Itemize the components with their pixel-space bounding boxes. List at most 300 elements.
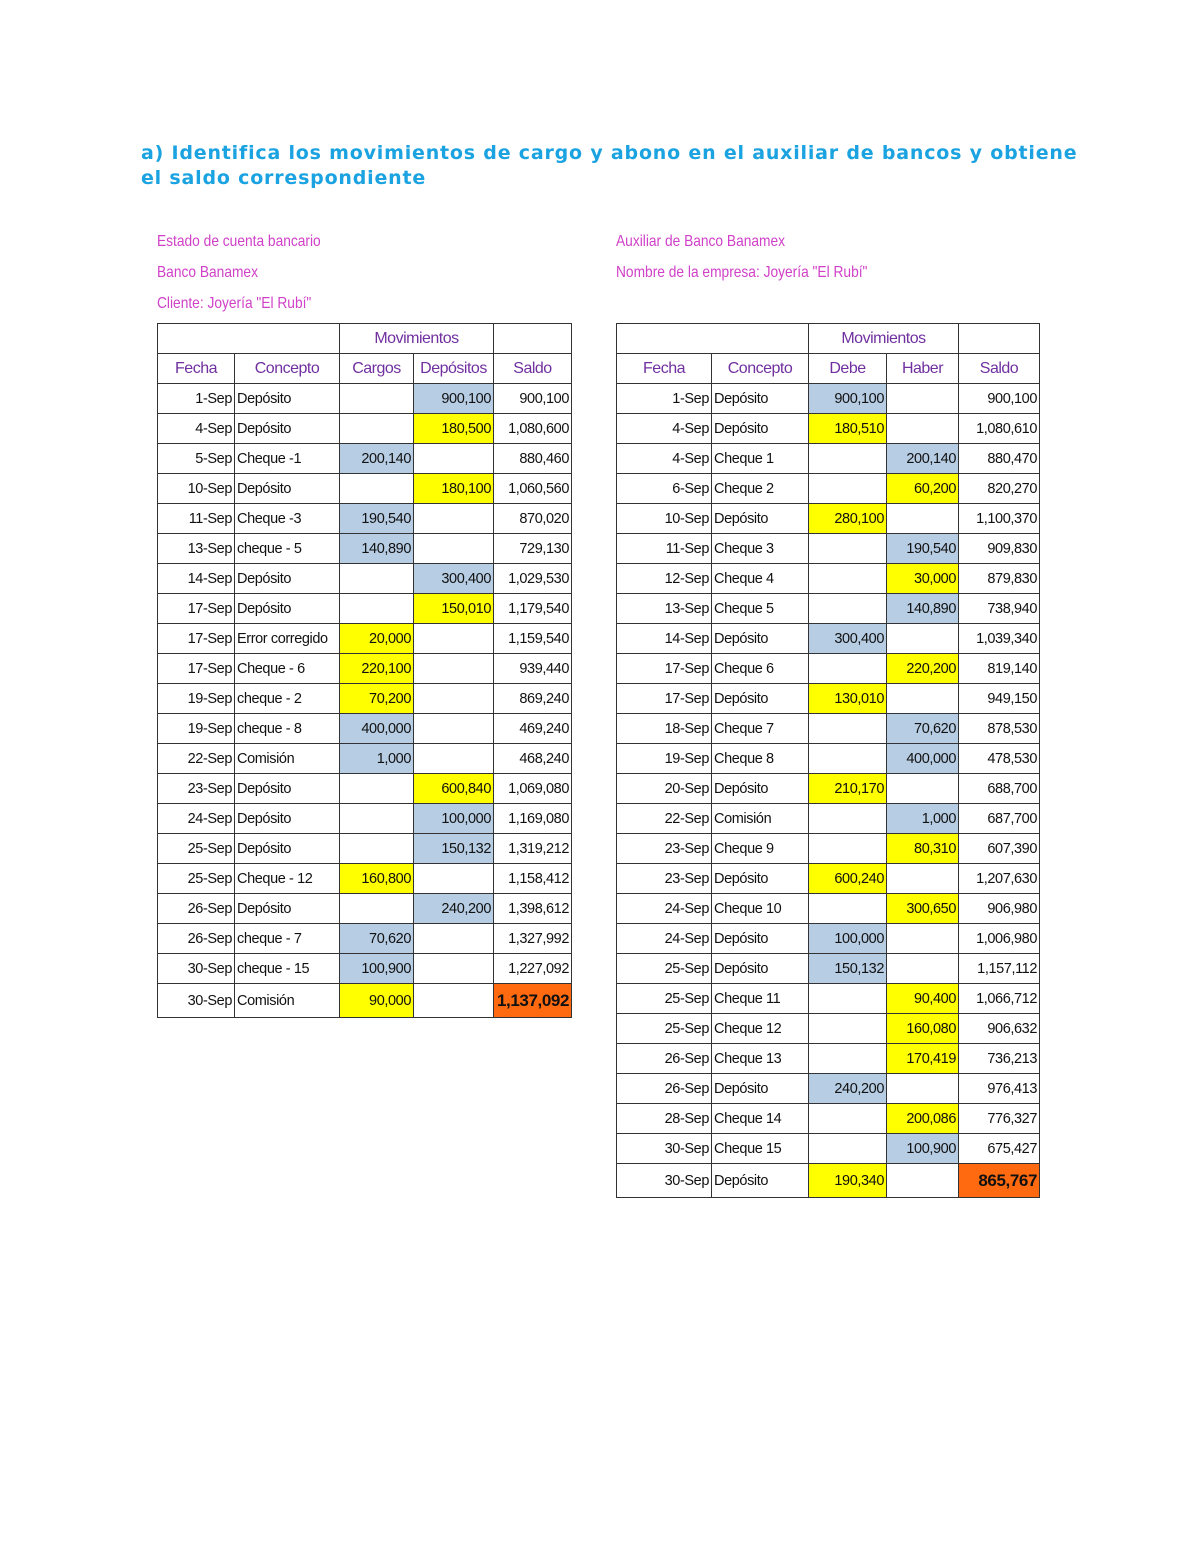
saldo-cell: 1,100,370: [959, 504, 1040, 534]
saldo-cell: 607,390: [959, 834, 1040, 864]
deposito-cell: 180,500: [414, 414, 494, 444]
deposito-cell: [414, 444, 494, 474]
concepto-cell: Depósito: [235, 834, 340, 864]
deposito-cell: [414, 714, 494, 744]
fecha-cell: 5-Sep: [158, 444, 235, 474]
fecha-cell: 28-Sep: [617, 1104, 712, 1134]
column-header-debe: Debe: [809, 354, 887, 384]
table-row: [158, 924, 572, 954]
deposito-cell: 180,100: [414, 474, 494, 504]
blank-header-cell: [617, 324, 809, 354]
column-header-saldo: Saldo: [959, 354, 1040, 384]
cargo-cell: 200,140: [340, 444, 414, 474]
haber-cell: 60,200: [887, 474, 959, 504]
cargo-cell: [340, 894, 414, 924]
fecha-cell: 22-Sep: [158, 744, 235, 774]
bank-statement-block: [157, 228, 572, 1018]
saldo-cell: 1,169,080: [494, 804, 572, 834]
fecha-cell: 23-Sep: [158, 774, 235, 804]
bank-ledger-captions: [616, 228, 1040, 290]
debe-cell: [809, 984, 887, 1014]
concepto-cell: Cheque 7: [712, 714, 809, 744]
saldo-cell: 1,327,992: [494, 924, 572, 954]
fecha-cell: 6-Sep: [617, 474, 712, 504]
fecha-cell: 24-Sep: [617, 894, 712, 924]
debe-cell: 130,010: [809, 684, 887, 714]
haber-cell: 70,620: [887, 714, 959, 744]
debe-cell: 180,510: [809, 414, 887, 444]
fecha-cell: 12-Sep: [617, 564, 712, 594]
saldo-cell: 906,632: [959, 1014, 1040, 1044]
table-row: [617, 654, 1040, 684]
saldo-cell: 736,213: [959, 1044, 1040, 1074]
saldo-cell: 1,039,340: [959, 624, 1040, 654]
concepto-cell: Depósito: [235, 804, 340, 834]
cargo-cell: [340, 594, 414, 624]
concepto-cell: Depósito: [235, 774, 340, 804]
debe-cell: [809, 1104, 887, 1134]
fecha-cell: 4-Sep: [617, 444, 712, 474]
concepto-cell: Cheque 1: [712, 444, 809, 474]
debe-cell: [809, 1134, 887, 1164]
debe-cell: 240,200: [809, 1074, 887, 1104]
deposito-cell: [414, 504, 494, 534]
cargo-cell: [340, 834, 414, 864]
concepto-cell: Cheque 10: [712, 894, 809, 924]
haber-cell: [887, 774, 959, 804]
concepto-cell: Comisión: [712, 804, 809, 834]
table-row: [158, 654, 572, 684]
debe-cell: [809, 744, 887, 774]
concepto-cell: cheque - 7: [235, 924, 340, 954]
haber-cell: 200,140: [887, 444, 959, 474]
saldo-cell: 1,069,080: [494, 774, 572, 804]
concepto-cell: Cheque 5: [712, 594, 809, 624]
table-row: [617, 1164, 1040, 1198]
haber-cell: 100,900: [887, 1134, 959, 1164]
saldo-cell: 1,179,540: [494, 594, 572, 624]
table-row: [158, 414, 572, 444]
deposito-cell: [414, 624, 494, 654]
concepto-cell: Cheque 8: [712, 744, 809, 774]
concepto-cell: Depósito: [712, 684, 809, 714]
concepto-cell: cheque - 5: [235, 534, 340, 564]
bank-statement-captions: [157, 228, 572, 321]
concepto-cell: Error corregido: [235, 624, 340, 654]
table-row: [158, 444, 572, 474]
concepto-cell: Depósito: [712, 504, 809, 534]
saldo-cell: 469,240: [494, 714, 572, 744]
haber-cell: [887, 954, 959, 984]
saldo-cell: 880,460: [494, 444, 572, 474]
table-row: [158, 564, 572, 594]
concepto-cell: Depósito: [712, 624, 809, 654]
table-row: [158, 804, 572, 834]
fecha-cell: 14-Sep: [617, 624, 712, 654]
debe-cell: [809, 804, 887, 834]
caption-line: Auxiliar de Banco Banamex: [616, 233, 786, 250]
table-row: [617, 1014, 1040, 1044]
table-row: [158, 864, 572, 894]
table-row: [158, 384, 572, 414]
table-row: [158, 834, 572, 864]
concepto-cell: cheque - 15: [235, 954, 340, 984]
haber-cell: [887, 1164, 959, 1198]
cargo-cell: [340, 414, 414, 444]
fecha-cell: 26-Sep: [617, 1074, 712, 1104]
deposito-cell: 150,010: [414, 594, 494, 624]
table-row: [158, 594, 572, 624]
table-row: [158, 714, 572, 744]
haber-cell: 160,080: [887, 1014, 959, 1044]
saldo-cell: 1,080,610: [959, 414, 1040, 444]
column-header-depositos: Depósitos: [414, 354, 494, 384]
table-row: [617, 1044, 1040, 1074]
saldo-cell: 1,207,630: [959, 864, 1040, 894]
saldo-cell: 1,060,560: [494, 474, 572, 504]
blank-header-cell: [494, 324, 572, 354]
fecha-cell: 19-Sep: [158, 714, 235, 744]
deposito-cell: 100,000: [414, 804, 494, 834]
cargo-cell: 400,000: [340, 714, 414, 744]
concepto-cell: Depósito: [235, 384, 340, 414]
table-row: [617, 564, 1040, 594]
fecha-cell: 4-Sep: [617, 414, 712, 444]
table-row: [158, 894, 572, 924]
haber-cell: [887, 864, 959, 894]
concepto-cell: Depósito: [712, 924, 809, 954]
cargo-cell: 190,540: [340, 504, 414, 534]
debe-cell: [809, 564, 887, 594]
final-balance-cell: 865,767: [959, 1164, 1040, 1198]
column-header-fecha: Fecha: [617, 354, 712, 384]
concepto-cell: Depósito: [712, 1074, 809, 1104]
cargo-cell: [340, 774, 414, 804]
concepto-cell: Depósito: [235, 894, 340, 924]
table-row: [617, 804, 1040, 834]
saldo-cell: 478,530: [959, 744, 1040, 774]
concepto-cell: Cheque 9: [712, 834, 809, 864]
table-row: [158, 624, 572, 654]
haber-cell: [887, 624, 959, 654]
cargo-cell: [340, 804, 414, 834]
table-row: [617, 1104, 1040, 1134]
group-header-row: [617, 324, 1040, 354]
concepto-cell: Comisión: [235, 744, 340, 774]
deposito-cell: [414, 654, 494, 684]
haber-cell: 200,086: [887, 1104, 959, 1134]
fecha-cell: 22-Sep: [617, 804, 712, 834]
concepto-cell: Depósito: [235, 594, 340, 624]
saldo-cell: 870,020: [494, 504, 572, 534]
table-row: [617, 774, 1040, 804]
fecha-cell: 11-Sep: [158, 504, 235, 534]
column-header-cargos: Cargos: [340, 354, 414, 384]
haber-cell: [887, 924, 959, 954]
deposito-cell: 900,100: [414, 384, 494, 414]
haber-cell: 30,000: [887, 564, 959, 594]
table-row: [158, 954, 572, 984]
concepto-cell: Depósito: [235, 564, 340, 594]
table-row: [617, 594, 1040, 624]
debe-cell: 100,000: [809, 924, 887, 954]
bank-statement-table: [157, 323, 572, 1018]
saldo-cell: 675,427: [959, 1134, 1040, 1164]
debe-cell: [809, 714, 887, 744]
blank-header-cell: [959, 324, 1040, 354]
saldo-cell: 738,940: [959, 594, 1040, 624]
fecha-cell: 30-Sep: [158, 954, 235, 984]
cargo-cell: 140,890: [340, 534, 414, 564]
bank-ledger-block: [616, 228, 1040, 1198]
saldo-cell: 1,319,212: [494, 834, 572, 864]
cargo-cell: [340, 474, 414, 504]
fecha-cell: 18-Sep: [617, 714, 712, 744]
deposito-cell: [414, 744, 494, 774]
fecha-cell: 26-Sep: [617, 1044, 712, 1074]
fecha-cell: 23-Sep: [617, 834, 712, 864]
saldo-cell: 949,150: [959, 684, 1040, 714]
fecha-cell: 10-Sep: [617, 504, 712, 534]
table-row: [158, 504, 572, 534]
saldo-cell: 1,227,092: [494, 954, 572, 984]
concepto-cell: cheque - 2: [235, 684, 340, 714]
saldo-cell: 939,440: [494, 654, 572, 684]
group-header: Movimientos: [340, 324, 494, 354]
saldo-cell: 820,270: [959, 474, 1040, 504]
saldo-cell: 1,066,712: [959, 984, 1040, 1014]
table-row: [617, 504, 1040, 534]
saldo-cell: 776,327: [959, 1104, 1040, 1134]
bank-ledger-table: [616, 323, 1040, 1198]
saldo-cell: 879,830: [959, 564, 1040, 594]
caption-line: Nombre de la empresa: Joyería "El Rubí": [616, 264, 868, 281]
debe-cell: [809, 1044, 887, 1074]
deposito-cell: [414, 924, 494, 954]
saldo-cell: 878,530: [959, 714, 1040, 744]
haber-cell: [887, 384, 959, 414]
saldo-cell: 1,080,600: [494, 414, 572, 444]
saldo-cell: 1,158,412: [494, 864, 572, 894]
table-row: [617, 1134, 1040, 1164]
cargo-cell: 160,800: [340, 864, 414, 894]
saldo-cell: 909,830: [959, 534, 1040, 564]
column-header-fecha: Fecha: [158, 354, 235, 384]
table-row: [617, 474, 1040, 504]
concepto-cell: Cheque 3: [712, 534, 809, 564]
fecha-cell: 25-Sep: [158, 834, 235, 864]
fecha-cell: 17-Sep: [617, 654, 712, 684]
caption-line: Cliente: Joyería "El Rubí": [157, 295, 312, 312]
cargo-cell: 100,900: [340, 954, 414, 984]
saldo-cell: 1,157,112: [959, 954, 1040, 984]
table-row: [617, 954, 1040, 984]
table-row: [617, 624, 1040, 654]
group-header-row: [158, 324, 572, 354]
concepto-cell: Cheque 14: [712, 1104, 809, 1134]
debe-cell: [809, 1014, 887, 1044]
saldo-cell: 1,398,612: [494, 894, 572, 924]
deposito-cell: [414, 534, 494, 564]
fecha-cell: 26-Sep: [158, 924, 235, 954]
concepto-cell: Depósito: [235, 414, 340, 444]
fecha-cell: 17-Sep: [617, 684, 712, 714]
table-row: [617, 384, 1040, 414]
concepto-cell: Depósito: [712, 864, 809, 894]
fecha-cell: 24-Sep: [617, 924, 712, 954]
group-header: Movimientos: [809, 324, 959, 354]
debe-cell: [809, 534, 887, 564]
debe-cell: 210,170: [809, 774, 887, 804]
fecha-cell: 24-Sep: [158, 804, 235, 834]
cargo-cell: 1,000: [340, 744, 414, 774]
haber-cell: 220,200: [887, 654, 959, 684]
haber-cell: 300,650: [887, 894, 959, 924]
concepto-cell: Cheque - 12: [235, 864, 340, 894]
haber-cell: [887, 414, 959, 444]
debe-cell: [809, 834, 887, 864]
haber-cell: 1,000: [887, 804, 959, 834]
saldo-cell: 1,159,540: [494, 624, 572, 654]
deposito-cell: [414, 984, 494, 1018]
saldo-cell: 900,100: [959, 384, 1040, 414]
fecha-cell: 23-Sep: [617, 864, 712, 894]
concepto-cell: Depósito: [712, 384, 809, 414]
haber-cell: 170,419: [887, 1044, 959, 1074]
fecha-cell: 25-Sep: [617, 984, 712, 1014]
column-header-row: [158, 354, 572, 384]
column-header-concepto: Concepto: [712, 354, 809, 384]
saldo-cell: 900,100: [494, 384, 572, 414]
concepto-cell: Comisión: [235, 984, 340, 1018]
debe-cell: [809, 594, 887, 624]
table-row: [158, 474, 572, 504]
haber-cell: 140,890: [887, 594, 959, 624]
concepto-cell: Depósito: [712, 774, 809, 804]
fecha-cell: 26-Sep: [158, 894, 235, 924]
cargo-cell: [340, 384, 414, 414]
debe-cell: [809, 654, 887, 684]
deposito-cell: 240,200: [414, 894, 494, 924]
table-row: [617, 984, 1040, 1014]
debe-cell: [809, 444, 887, 474]
table-row: [617, 684, 1040, 714]
debe-cell: 300,400: [809, 624, 887, 654]
deposito-cell: 300,400: [414, 564, 494, 594]
page-heading: a) Identifica los movimientos de cargo y abono en el auxiliar de bancos y obtiene el saldo correspondiente: [141, 142, 1078, 189]
cargo-cell: 70,620: [340, 924, 414, 954]
table-row: [617, 1074, 1040, 1104]
final-balance-cell: 1,137,092: [494, 984, 572, 1018]
fecha-cell: 17-Sep: [158, 624, 235, 654]
fecha-cell: 4-Sep: [158, 414, 235, 444]
column-header-saldo: Saldo: [494, 354, 572, 384]
haber-cell: 400,000: [887, 744, 959, 774]
table-row: [617, 414, 1040, 444]
saldo-cell: 880,470: [959, 444, 1040, 474]
fecha-cell: 14-Sep: [158, 564, 235, 594]
concepto-cell: Depósito: [712, 1164, 809, 1198]
table-row: [617, 744, 1040, 774]
deposito-cell: [414, 954, 494, 984]
debe-cell: 150,132: [809, 954, 887, 984]
table-row: [158, 984, 572, 1018]
concepto-cell: Cheque -1: [235, 444, 340, 474]
debe-cell: 900,100: [809, 384, 887, 414]
fecha-cell: 19-Sep: [158, 684, 235, 714]
table-row: [617, 834, 1040, 864]
concepto-cell: Cheque - 6: [235, 654, 340, 684]
concepto-cell: Cheque 11: [712, 984, 809, 1014]
haber-cell: 80,310: [887, 834, 959, 864]
concepto-cell: Cheque 12: [712, 1014, 809, 1044]
fecha-cell: 17-Sep: [158, 654, 235, 684]
table-row: [158, 534, 572, 564]
fecha-cell: 25-Sep: [617, 954, 712, 984]
concepto-cell: cheque - 8: [235, 714, 340, 744]
fecha-cell: 30-Sep: [617, 1134, 712, 1164]
concepto-cell: Cheque 2: [712, 474, 809, 504]
saldo-cell: 869,240: [494, 684, 572, 714]
saldo-cell: 1,029,530: [494, 564, 572, 594]
table-row: [617, 924, 1040, 954]
saldo-cell: 819,140: [959, 654, 1040, 684]
blank-header-cell: [158, 324, 340, 354]
table-row: [617, 534, 1040, 564]
saldo-cell: 729,130: [494, 534, 572, 564]
concepto-cell: Depósito: [235, 474, 340, 504]
saldo-cell: 688,700: [959, 774, 1040, 804]
deposito-cell: [414, 684, 494, 714]
saldo-cell: 468,240: [494, 744, 572, 774]
saldo-cell: 1,006,980: [959, 924, 1040, 954]
haber-cell: 190,540: [887, 534, 959, 564]
fecha-cell: 11-Sep: [617, 534, 712, 564]
table-row: [617, 894, 1040, 924]
table-row: [158, 684, 572, 714]
fecha-cell: 13-Sep: [158, 534, 235, 564]
caption-line: Banco Banamex: [157, 264, 258, 281]
table-row: [158, 744, 572, 774]
fecha-cell: 13-Sep: [617, 594, 712, 624]
concepto-cell: Cheque -3: [235, 504, 340, 534]
fecha-cell: 25-Sep: [158, 864, 235, 894]
saldo-cell: 687,700: [959, 804, 1040, 834]
fecha-cell: 1-Sep: [158, 384, 235, 414]
cargo-cell: 20,000: [340, 624, 414, 654]
column-header-concepto: Concepto: [235, 354, 340, 384]
fecha-cell: 20-Sep: [617, 774, 712, 804]
table-row: [617, 864, 1040, 894]
caption-line: Estado de cuenta bancario: [157, 233, 321, 250]
haber-cell: [887, 504, 959, 534]
column-header-haber: Haber: [887, 354, 959, 384]
table-row: [158, 774, 572, 804]
concepto-cell: Cheque 15: [712, 1134, 809, 1164]
debe-cell: [809, 894, 887, 924]
fecha-cell: 25-Sep: [617, 1014, 712, 1044]
fecha-cell: 10-Sep: [158, 474, 235, 504]
table-row: [617, 444, 1040, 474]
fecha-cell: 19-Sep: [617, 744, 712, 774]
saldo-cell: 906,980: [959, 894, 1040, 924]
deposito-cell: 150,132: [414, 834, 494, 864]
concepto-cell: Cheque 4: [712, 564, 809, 594]
concepto-cell: Depósito: [712, 954, 809, 984]
fecha-cell: 17-Sep: [158, 594, 235, 624]
concepto-cell: Depósito: [712, 414, 809, 444]
deposito-cell: [414, 864, 494, 894]
